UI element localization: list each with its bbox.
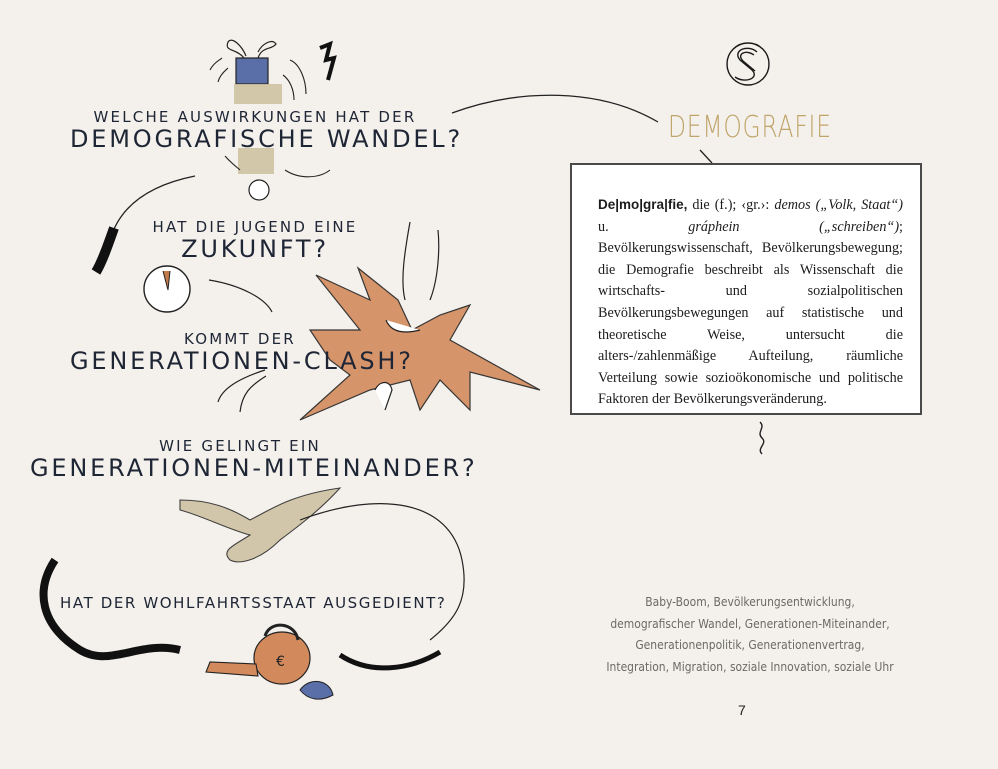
- question-lead: HAT DER WOHLFAHRTSSTAAT AUSGEDIENT?: [60, 594, 447, 612]
- definition-body: ; Bevölkerungswissenschaft, Bevölkerungsbewegung; die Demografie beschreibt als Wissenschaft die wirtschafts- und sozialpolitischen Bevölkerungsbewegungen auf statistische und theoretische Weise, untersucht die alters-/zahlenmäßige Aufteilung, räumliche Verteilung sowie sozioökonomische und politische Faktoren der Bevölkerungsveränderung.: [598, 218, 903, 408]
- question-main: GENERATIONEN-CLASH?: [70, 347, 414, 375]
- clock-icon: [144, 266, 190, 312]
- grammar-info: die (f.); ‹gr.›:: [687, 197, 775, 213]
- question-main: ZUKUNFT?: [181, 235, 329, 263]
- page-number: 7: [738, 702, 746, 718]
- keyword-line: Generationenpolitik, Generationenvertrag,: [635, 637, 865, 652]
- etymology-demos: demos („Volk, Staat“): [774, 197, 903, 213]
- question-main: DEMOGRAFISCHE WANDEL?: [70, 125, 464, 153]
- question-main: GENERATIONEN-MITEINANDER?: [30, 454, 478, 482]
- conjunction: u.: [598, 218, 689, 235]
- question-lead: WIE GELINGT EIN: [159, 437, 321, 455]
- pointer-line: [700, 150, 712, 163]
- keyword-line: demografischer Wandel, Generationen-Miteinander,: [610, 615, 890, 631]
- question-generationen-clash: [70, 330, 414, 375]
- definition-text: [598, 194, 903, 411]
- question-demografischer-wandel: [70, 108, 464, 153]
- question-lead: WELCHE AUSWIRKUNGEN HAT DER: [93, 108, 417, 126]
- etymology-graphein: gráphein („schreiben“): [688, 218, 900, 235]
- handshake-icon: [180, 488, 340, 562]
- watering-can-icon: [206, 625, 333, 699]
- logo-s-icon: [727, 43, 769, 85]
- question-lead: HAT DIE JUGEND EINE: [152, 218, 358, 236]
- squiggle: [760, 422, 764, 454]
- entry-title: DEMOGRAFIE: [668, 110, 832, 145]
- headword: De|mo|gra|fie,: [598, 197, 688, 212]
- question-lead: KOMMT DER: [184, 330, 296, 348]
- svg-text:€: €: [276, 654, 285, 670]
- keyword-list: [580, 591, 920, 677]
- question-jugend-zukunft: [120, 218, 390, 262]
- keyword-line: Baby-Boom, Bevölkerungsentwicklung,: [645, 594, 855, 609]
- question-wohlfahrtsstaat: [60, 594, 447, 612]
- keyword-line: Integration, Migration, soziale Innovation, soziale Uhr: [606, 658, 894, 674]
- question-generationen-miteinander: [30, 437, 478, 482]
- connector-line: [452, 95, 658, 122]
